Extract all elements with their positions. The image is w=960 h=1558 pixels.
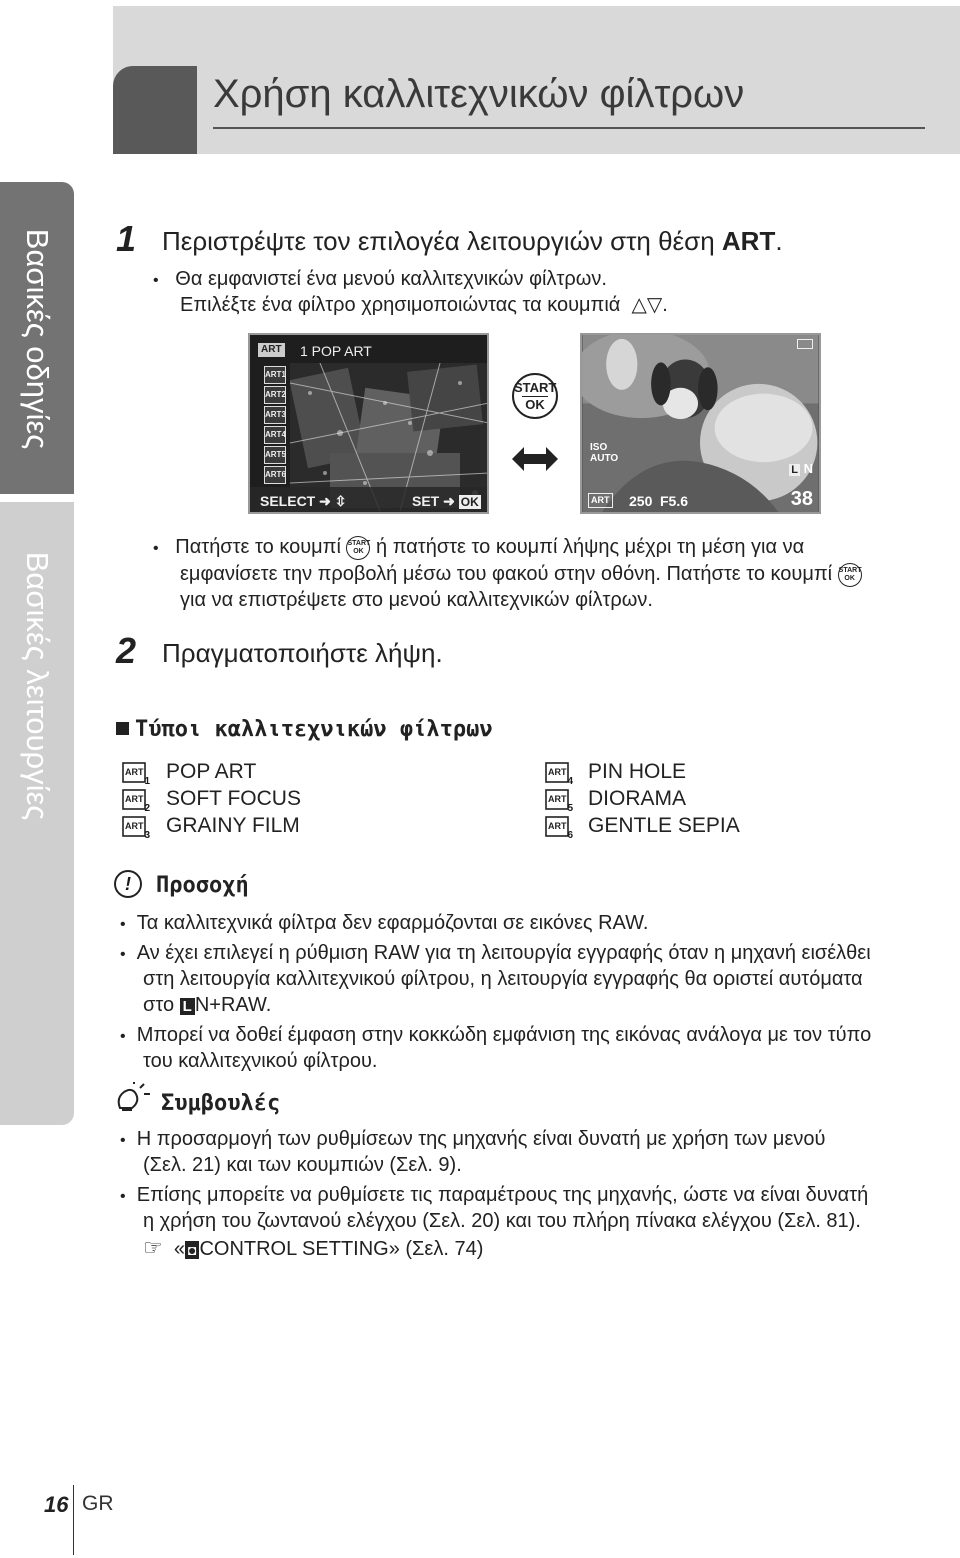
svg-text:ART: ART xyxy=(125,821,144,831)
filter-4-menu-icon[interactable]: ART4 xyxy=(264,426,286,444)
set-label: SET xyxy=(412,493,440,509)
start-ok-button-icon: START OK xyxy=(346,536,370,560)
image-quality-indicator xyxy=(789,461,813,476)
art-filter-name: GENTLE SEPIA xyxy=(588,814,740,837)
step-1-text: Περιστρέψτε τον επιλογέα λειτουργιών στη θέση ART. xyxy=(162,226,783,256)
bullet-text: εμφανίσετε την προβολή μέσω του φακού στην οθόνη. Πατήστε το κουμπί xyxy=(180,563,833,585)
filter-6-menu-icon[interactable]: ART6 xyxy=(264,466,286,484)
art-filter-icon xyxy=(122,789,150,814)
heading-text: Τύποι καλλιτεχνικών φίλτρων xyxy=(135,717,493,742)
bullet-text: Επίσης μπορείτε να ρυθμίσετε τις παραμέτρους της μηχανής, ώστε να είναι δυνατή xyxy=(136,1184,869,1206)
start-ok-button-icon[interactable] xyxy=(512,373,558,419)
art-filter-number: 3 xyxy=(144,830,150,841)
reference-hand-icon: ☞ xyxy=(143,1235,163,1260)
bullet-text: Πατήστε το κουμπί xyxy=(175,536,341,558)
tips-bullet-2-line2: η χρήση του ζωντανού ελέγχου (Σελ. 20) και του πλήρη πίνακα ελέγχου (Σελ. 81). xyxy=(143,1210,861,1232)
caution-icon: ! xyxy=(114,870,142,898)
iso-indicator xyxy=(590,442,618,464)
bullet-text: Αν έχει επιλεγεί η ρύθμιση RAW για τη λειτουργία εγγραφής όταν η μηχανή εισέλθει xyxy=(136,942,871,964)
bullet-text: Η προσαρμογή των ρυθμίσεων της μηχανής είναι δυνατή με χρήση των μενού xyxy=(136,1128,826,1150)
side-tab-label-primary: Βασικές οδηγίες xyxy=(20,228,55,450)
select-hint xyxy=(260,493,346,510)
tips-bullet-2 xyxy=(120,1182,868,1210)
caution-bullet-2-line2: στη λειτουργία καλλιτεχνικού φίλτρου, η λειτουργία εγγραφής θα οριστεί αυτόματα xyxy=(143,968,863,990)
art-keyword: ART xyxy=(721,226,776,256)
art-badge: ART xyxy=(258,343,285,357)
iso-label: ISO xyxy=(590,442,608,453)
page-number: 16 xyxy=(44,1492,69,1517)
footer-divider xyxy=(73,1485,74,1555)
header-tab xyxy=(113,66,197,154)
tips-reference xyxy=(143,1235,483,1262)
tips-bullet-1 xyxy=(120,1126,825,1154)
large-size-icon: L xyxy=(180,998,195,1015)
caution-bullet-1 xyxy=(120,910,648,938)
tips-bullet-1-line2: (Σελ. 21) και των κουμπιών (Σελ. 9). xyxy=(143,1154,462,1176)
ok-button-icon: OK xyxy=(460,495,479,509)
bullet-dot: • xyxy=(120,916,126,933)
svg-text:ART: ART xyxy=(548,821,567,831)
bullet-text: N+RAW. xyxy=(194,994,272,1016)
shots-remaining: 38 xyxy=(790,488,813,510)
select-label: SELECT xyxy=(260,493,316,509)
bullet-text: στο xyxy=(143,994,175,1016)
large-size-icon: L xyxy=(791,464,798,476)
tips-lightbulb-icon xyxy=(114,1082,154,1116)
step-1-instruction: Περιστρέψτε τον επιλογέα λειτουργιών στη θέση xyxy=(162,226,715,256)
art-filter-number: 6 xyxy=(567,830,573,841)
bullet-text: Τα καλλιτεχνικά φίλτρα δεν εφαρμόζονται σε εικόνες RAW. xyxy=(136,912,649,934)
quality-value: N xyxy=(803,461,813,476)
bullet-dot: • xyxy=(153,540,159,557)
art-filter-icon xyxy=(545,816,573,841)
art-filter-name: GRAINY FILM xyxy=(166,814,300,837)
bullet-dot: • xyxy=(120,1132,126,1149)
art-filter-icon xyxy=(545,762,573,787)
title-rule xyxy=(213,127,925,129)
set-hint xyxy=(412,493,481,510)
battery-icon xyxy=(797,339,813,349)
svg-text:ART: ART xyxy=(125,767,144,777)
bullet-dot: • xyxy=(153,272,159,289)
art-filter-name: POP ART xyxy=(166,760,257,783)
art-filter-icon xyxy=(122,762,150,787)
start-ok-button-icon: START OK xyxy=(838,563,862,587)
step-number-1: 1 xyxy=(116,218,137,259)
bullet-text: Θα εμφανιστεί ένα μενού καλλιτεχνικών φίλτρων. xyxy=(175,268,607,290)
svg-text:ART: ART xyxy=(125,794,144,804)
art-filter-name: SOFT FOCUS xyxy=(166,787,301,810)
swap-arrow-icon xyxy=(512,445,558,473)
art-filter-icon xyxy=(545,789,573,814)
reference-text: CONTROL SETTING» (Σελ. 74) xyxy=(199,1238,484,1260)
filter-1-menu-icon[interactable]: ART1 xyxy=(264,366,286,384)
step-number-2: 2 xyxy=(116,630,137,671)
square-bullet-icon xyxy=(116,722,129,735)
ok-label: OK xyxy=(522,396,548,413)
live-view-bullet xyxy=(153,534,804,562)
filter-types-heading xyxy=(116,717,493,742)
filter-5-menu-icon[interactable]: ART5 xyxy=(264,446,286,464)
caution-heading: Προσοχή xyxy=(156,873,249,898)
step-1-bullet-line2 xyxy=(180,292,668,318)
menu-selected-filter: 1 POP ART xyxy=(300,343,372,359)
bullet-text: ή πατήστε το κουμπί λήψης μέχρι τη μέση για να xyxy=(376,536,805,558)
art-filter-number: 5 xyxy=(567,803,573,814)
page-title: Χρήση καλλιτεχνικών φίλτρων xyxy=(213,72,745,116)
dial-icon: ⇳ xyxy=(334,493,347,509)
svg-text:ART: ART xyxy=(548,794,567,804)
filter-2-menu-icon[interactable]: ART2 xyxy=(264,386,286,404)
caution-bullet-3-line2: του καλλιτεχνικού φίλτρου. xyxy=(143,1050,378,1072)
shutter-speed: 250 xyxy=(629,493,653,509)
camera-icon: ◘ xyxy=(185,1241,199,1259)
art-filter-number: 1 xyxy=(144,776,150,787)
art-filter-number: 4 xyxy=(567,776,573,787)
bullet-dot: • xyxy=(120,946,126,963)
start-label: START xyxy=(514,380,557,395)
side-tab-label-secondary: Βασικές λειτουργίες xyxy=(20,551,55,821)
live-view-screen xyxy=(580,333,821,514)
step-2-text: Πραγματοποιήστε λήψη. xyxy=(162,638,443,668)
art-menu-screen xyxy=(248,333,489,514)
live-view-bullet-line3: για να επιστρέψετε στο μενού καλλιτεχνικών φίλτρων. xyxy=(180,589,653,611)
boy-with-puppy-photo xyxy=(582,335,819,512)
art-filter-name: PIN HOLE xyxy=(588,760,687,783)
art-filter-icon xyxy=(122,816,150,841)
arrow-right-icon: ➜ xyxy=(443,493,455,509)
live-view-bullet-line2 xyxy=(180,561,862,587)
arrow-right-icon: ➜ xyxy=(319,493,331,509)
bullet-text: Επιλέξτε ένα φίλτρο χρησιμοποιώντας τα κουμπιά xyxy=(180,294,621,316)
up-down-arrows-icon: △▽. xyxy=(631,294,668,316)
art-filter-number: 2 xyxy=(144,803,150,814)
art-mode-icon: ART xyxy=(588,493,613,508)
svg-text:ART: ART xyxy=(548,767,567,777)
step-1-bullet xyxy=(153,266,607,294)
caution-bullet-2-line3 xyxy=(143,992,271,1018)
reference-text: « xyxy=(173,1238,185,1260)
filter-3-menu-icon[interactable]: ART3 xyxy=(264,406,286,424)
iso-value: AUTO xyxy=(590,453,619,464)
bullet-dot: • xyxy=(120,1188,126,1205)
language-code: GR xyxy=(82,1492,114,1515)
art-filter-name: DIORAMA xyxy=(588,787,687,810)
bullet-dot: • xyxy=(120,1028,126,1045)
tips-heading: Συμβουλές xyxy=(161,1091,281,1116)
bullet-text: Μπορεί να δοθεί έμφαση στην κοκκώδη εμφάνιση της εικόνας ανάλογα με τον τύπο xyxy=(136,1024,872,1046)
aperture-value: F5.6 xyxy=(660,493,689,509)
caution-bullet-3 xyxy=(120,1022,871,1050)
caution-bullet-2 xyxy=(120,940,871,968)
